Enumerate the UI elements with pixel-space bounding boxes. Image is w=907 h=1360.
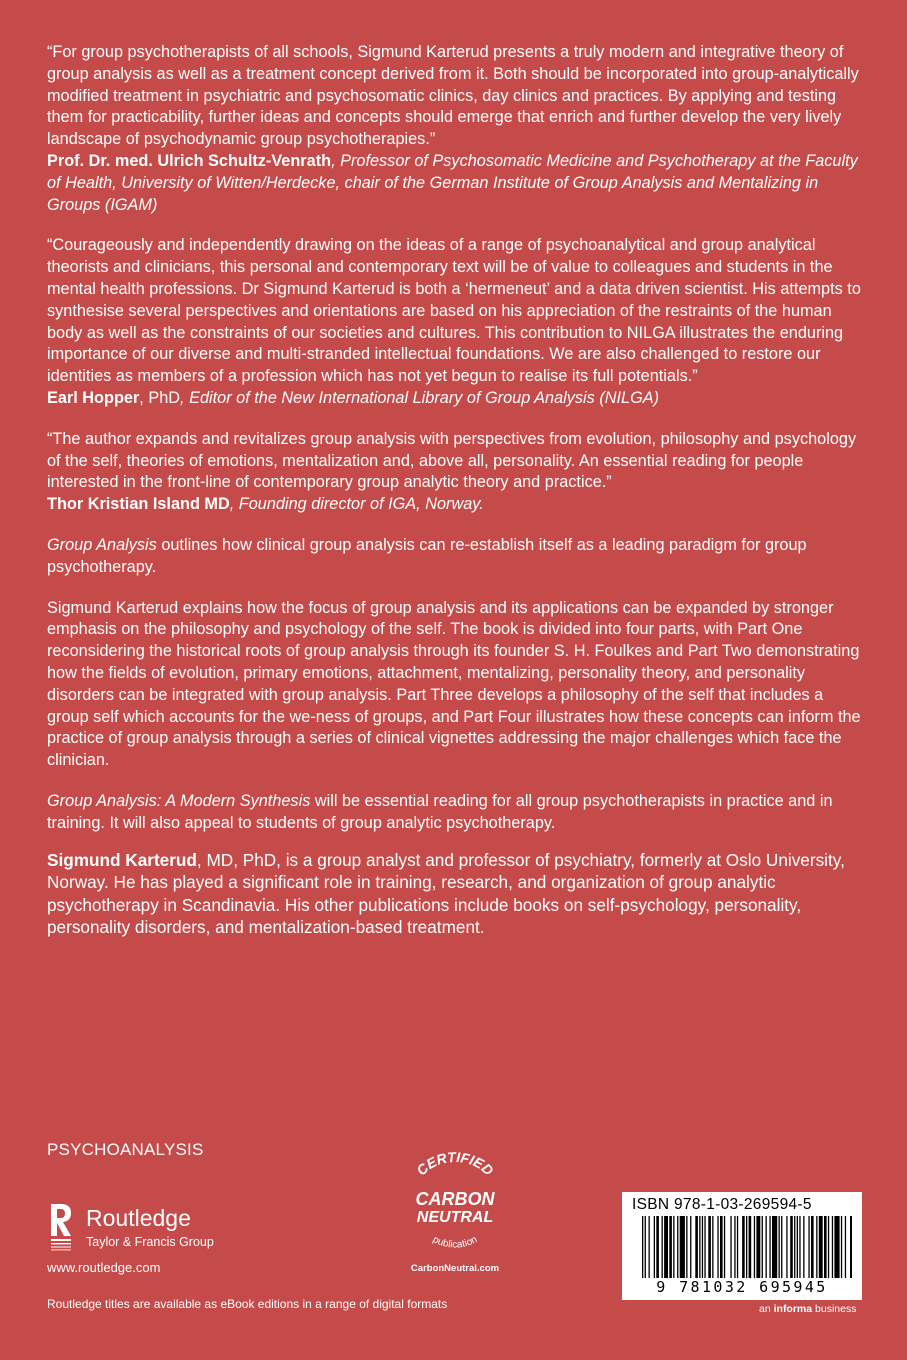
barcode-bar <box>799 1216 800 1278</box>
endorser-name: Earl Hopper <box>47 388 140 407</box>
barcode-bar <box>702 1216 703 1278</box>
barcode-bar <box>756 1216 760 1278</box>
barcode-bar <box>662 1216 663 1278</box>
barcode-bar <box>781 1216 782 1278</box>
neutral-text: NEUTRAL <box>416 1209 494 1226</box>
routledge-logo <box>47 1202 237 1264</box>
description-text: outlines how clinical group analysis can re-establish itself as a leading paradigm for group psychotherapy. <box>47 535 807 576</box>
barcode-bar <box>808 1216 809 1278</box>
endorser-degree: , PhD <box>139 388 181 407</box>
barcode-bar <box>803 1216 804 1278</box>
quote-text: “For group psychotherapists of all schools, Sigmund Karterud presents a truly modern and integrative theory of group analysis as well as a treatment concept derived from it. Both should be incorporated into group-analytically modified treatment in psychiatric and psychosomatic clinics, day clinics and practices. By applying and testing them for practicability, further ideas and concepts should emerge that enrich and further develop the very lively landscape of psychodynamic group psychotherapies.” <box>47 43 859 149</box>
barcode-bar <box>645 1216 646 1278</box>
barcode <box>642 1216 852 1284</box>
subject-category: PSYCHOANALYSIS <box>47 1140 204 1159</box>
quote-text: “Courageously and independently drawing on the ideas of a range of psychoanalytical and group analytical theorists and clinicians, this personal and contemporary text will be of value to colleagues and students in the mental health professions. Dr Sigmund Karterud is both a ‘hermeneut’ and a data driven scientist. His attempts to synthesise several perspectives and orientations are based on his appreciation of the restraints of the human body as well as the constraints of our societies and cultures. This contribution to NILGA illustrates the enduring importance of our diverse and multi-stranded intellectual foundations. We are also challenged to restore our identities as members of a profession which has not yet begun to realise its full potentials.” <box>47 236 861 386</box>
barcode-bar <box>699 1216 700 1278</box>
barcode-bar <box>673 1216 674 1278</box>
ebook-note: Routledge titles are available as eBook editions in a range of digital formats <box>47 1297 448 1311</box>
barcode-bar <box>742 1216 745 1278</box>
certified-text: CERTIFIED <box>413 1150 497 1179</box>
barcode-bar <box>828 1216 829 1278</box>
barcode-bar <box>766 1216 767 1278</box>
publication-text: publication <box>430 1234 480 1251</box>
barcode-bar <box>834 1216 839 1278</box>
barcode-bar <box>720 1216 723 1278</box>
endorser-name: Prof. Dr. med. Ulrich Schultz-Venrath <box>47 151 332 170</box>
barcode-bar <box>824 1216 827 1278</box>
barcode-bar <box>749 1216 752 1278</box>
publisher-group: Taylor & Francis Group <box>86 1235 214 1249</box>
author-name: Sigmund Karterud <box>47 849 197 870</box>
barcode-bar <box>786 1216 787 1278</box>
barcode-bar <box>656 1216 659 1278</box>
barcode-bar <box>654 1216 655 1278</box>
description-body: Sigmund Karterud explains how the focus of group analysis and its applications can be expanded by stronger emphasis on the philosophy and psychology of the self. The book is divided into four parts, with Part One reconsidering the historical roots of group analysis through its founder S. H. Foulkes and Part Two demonstrating how the fields of evolution, primary emotions, attachment, mentalizing, personality theory, and personality disorders can be integrated with group analysis. Part Three develops a philosophy of the self that includes a group self which accounts for the we-ness of groups, and Part Four illustrates how these concepts can inform the practice of group analysis through a series of clinical vignettes addressing the major challenges which face the clinician. <box>47 598 861 770</box>
isbn-barcode-box <box>622 1192 862 1300</box>
barcode-bar <box>845 1216 846 1278</box>
author-bio <box>47 849 867 939</box>
bio-text: , MD, PhD, is a group analyst and professor of psychiatry, formerly at Oslo University, Norway. He has played a significant role in training, research, and organization of group analytic psychotherapy in Scandinavia. His other publications include books on self-psychology, personality, personality disorders, and mentalization-based treatment. <box>47 849 845 938</box>
barcode-bar <box>649 1216 650 1278</box>
barcode-bar <box>769 1216 770 1278</box>
barcode-bar <box>790 1216 793 1278</box>
barcode-bar <box>832 1216 833 1278</box>
book-title: Group Analysis: A Modern Synthesis <box>47 791 311 810</box>
barcode-bar <box>811 1216 814 1278</box>
description-text: will be essential reading for all group psychotherapists in practice and in training. It will also appeal to students of group analytic psychotherapy. <box>47 791 833 832</box>
barcode-bar <box>772 1216 777 1278</box>
publisher-name: Routledge <box>86 1205 191 1231</box>
back-cover-text <box>47 42 867 939</box>
barcode-bar <box>695 1216 698 1278</box>
barcode-bar <box>730 1216 731 1278</box>
barcode-bar <box>746 1216 747 1278</box>
endorser-name: Thor Kristian Island MD <box>47 495 230 514</box>
barcode-bar <box>690 1216 691 1278</box>
barcode-bar <box>797 1216 798 1278</box>
quote-text: “The author expands and revitalizes group analysis with perspectives from evolution, philosophy and psychology of the self, theories of emotions, mentalization and, above all, personality. An essential reading for people interested in the front-line of contemporary group analytic theory and practice.” <box>47 429 857 492</box>
barcode-bar <box>734 1216 735 1278</box>
barcode-bar <box>704 1216 705 1278</box>
barcode-bar <box>669 1216 672 1278</box>
barcode-bar <box>680 1216 685 1278</box>
publisher-url: www.routledge.com <box>47 1260 161 1275</box>
endorser-affiliation: , Founding director of IGA, Norway. <box>229 495 484 514</box>
barcode-bar <box>762 1216 763 1278</box>
isbn-label: ISBN 978-1-03-269594-5 <box>632 1196 812 1213</box>
carbon-text: CARBON <box>415 1189 495 1209</box>
description-intro <box>47 535 867 579</box>
isbn-number: 9 781032 695945 <box>656 1278 828 1296</box>
book-title: Group Analysis <box>47 535 157 554</box>
barcode-bar <box>737 1216 738 1278</box>
svg-text:publication <box>431 1234 480 1250</box>
carbon-url: CarbonNeutral.com <box>410 1263 500 1274</box>
barcode-bar <box>686 1216 687 1278</box>
carbon-neutral-logo <box>395 1150 515 1275</box>
barcode-bar <box>816 1216 817 1278</box>
endorsement-1 <box>47 42 867 216</box>
routledge-r-icon <box>47 1202 75 1256</box>
barcode-bar <box>664 1216 668 1278</box>
barcode-bar <box>724 1216 725 1278</box>
barcode-bar <box>712 1216 713 1278</box>
svg-text:CERTIFIED <box>413 1150 497 1178</box>
barcode-bar <box>779 1216 780 1278</box>
barcode-bar <box>642 1216 643 1278</box>
barcode-bar <box>841 1216 842 1278</box>
barcode-bar <box>819 1216 823 1278</box>
endorser-affiliation: , Editor of the New International Library of Group Analysis (NILGA) <box>180 388 660 407</box>
barcode-bar <box>708 1216 711 1278</box>
description-closing <box>47 791 867 835</box>
barcode-bar <box>754 1216 755 1278</box>
endorsement-3 <box>47 429 867 516</box>
endorsement-2 <box>47 235 867 409</box>
barcode-bar <box>794 1216 795 1278</box>
barcode-bar <box>850 1216 852 1278</box>
barcode-bar <box>717 1216 718 1278</box>
barcode-bar <box>677 1216 678 1278</box>
endorser-affiliation: , Professor of Psychosomatic Medicine and Psychotherapy at the Faculty of Health, University of Witten/Herdecke, chair of the German Institute of Group Analysis and Mentalizing in Groups (IGAM) <box>47 151 858 214</box>
informa-business: an informa business <box>759 1303 857 1315</box>
informa-brand: informa <box>773 1303 813 1315</box>
